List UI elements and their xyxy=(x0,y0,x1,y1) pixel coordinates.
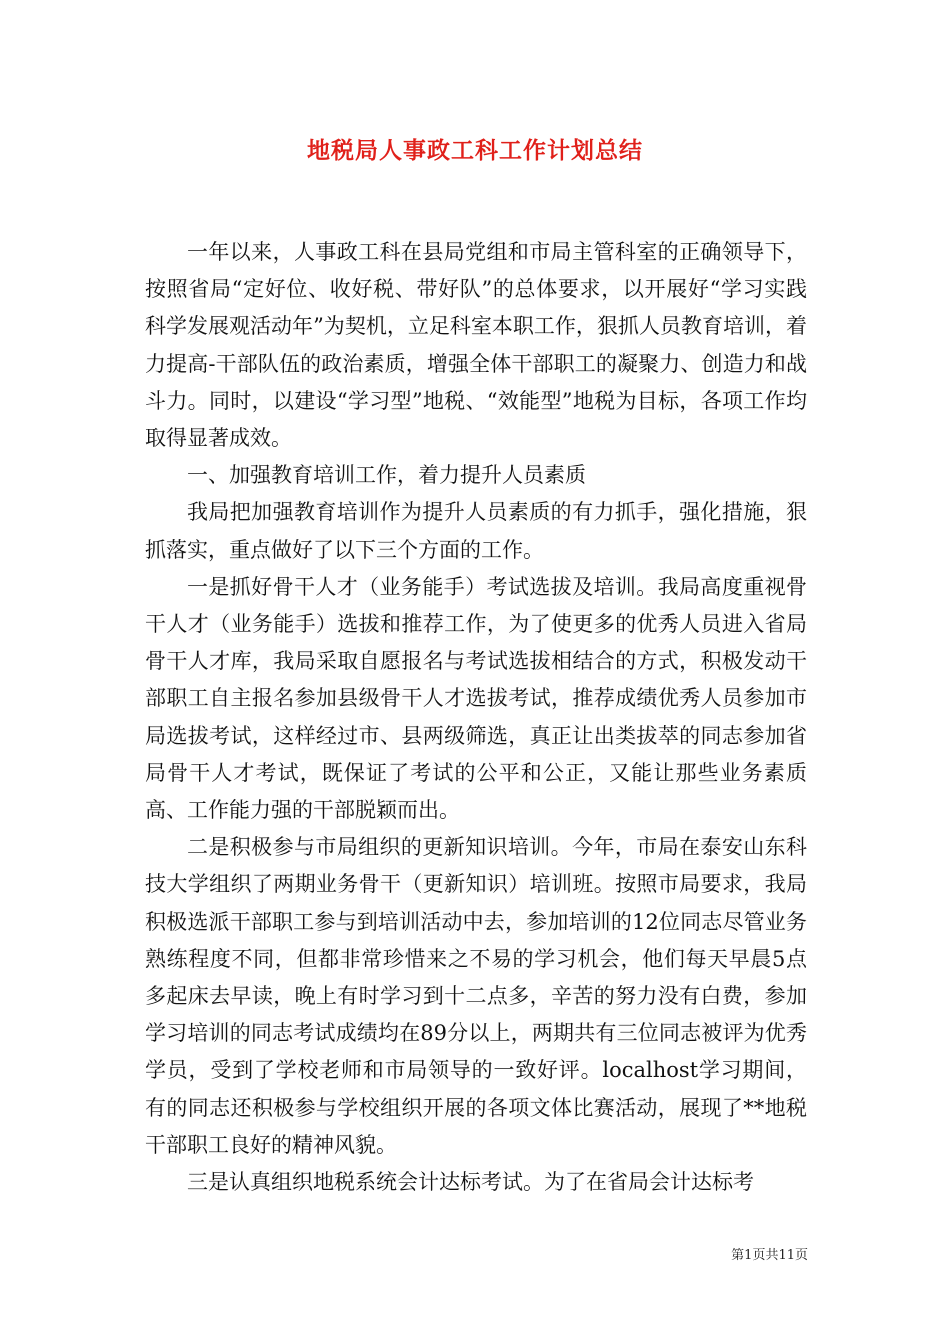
paragraph-section-1-intro: 我局把加强教育培训作为提升人员素质的有力抓手，强化措施，狠抓落实，重点做好了以下三个方面的工作。 xyxy=(145,500,807,562)
paragraph-intro: 一年以来，人事政工科在县局党组和市局主管科室的正确领导下，按照省局“定好位、收好税、带好队”的总体要求，以开展好“学习实践科学发展观活动年”为契机，立足科室本职工作，狠抓人员教育培训，着力提高-干部队伍的政治素质，增强全体干部职工的凝聚力、创造力和战斗力。同时，以建设“学习型”地税、“效能型”地税为目标，各项工作均取得显著成效。 xyxy=(145,240,807,451)
paragraph-item-3: 三是认真组织地税系统会计达标考试。为了在省局会计达标考 xyxy=(187,1170,754,1195)
document-title: 地税局人事政工科工作计划总结 xyxy=(307,137,643,164)
page-number-footer: 第1页共11页 xyxy=(731,1248,808,1263)
paragraph-item-2: 二是积极参与市局组织的更新知识培训。今年，市局在泰安山东科技大学组织了两期业务骨干（更新知识）培训班。按照市局要求，我局积极选派干部职工参与到培训活动中去，参加培训的12位同志尽管业务熟练程度不同，但都非常珍惜来之不易的学习机会，他们每天早晨5点多起床去早读，晚上有时学习到十二点多，辛苦的努力没有白费，参加学习培训的同志考试成绩均在89分以上，两期共有三位同志被评为优秀学员，受到了学校老师和市局领导的一致好评。localhost学习期间，有的同志还积极参与学校组织开展的各项文体比赛活动，展现了**地税干部职工良好的精神风貌。 xyxy=(145,835,807,1157)
paragraph-item-1: 一是抓好骨干人才（业务能手）考试选拔及培训。我局高度重视骨干人才（业务能手）选拔和推荐工作，为了使更多的优秀人员进入省局骨干人才库，我局采取自愿报名与考试选拔相结合的方式，积极发动干部职工自主报名参加县级骨干人才选拔考试，推荐成绩优秀人员参加市局选拔考试，这样经过市、县两级筛选，真正让出类拔萃的同志参加省局骨干人才考试，既保证了考试的公平和公正，又能让那些业务素质高、工作能力强的干部脱颖而出。 xyxy=(145,574,807,823)
section-heading-1: 一、加强教育培训工作，着力提升人员素质 xyxy=(187,463,586,488)
document-body xyxy=(145,234,807,1201)
